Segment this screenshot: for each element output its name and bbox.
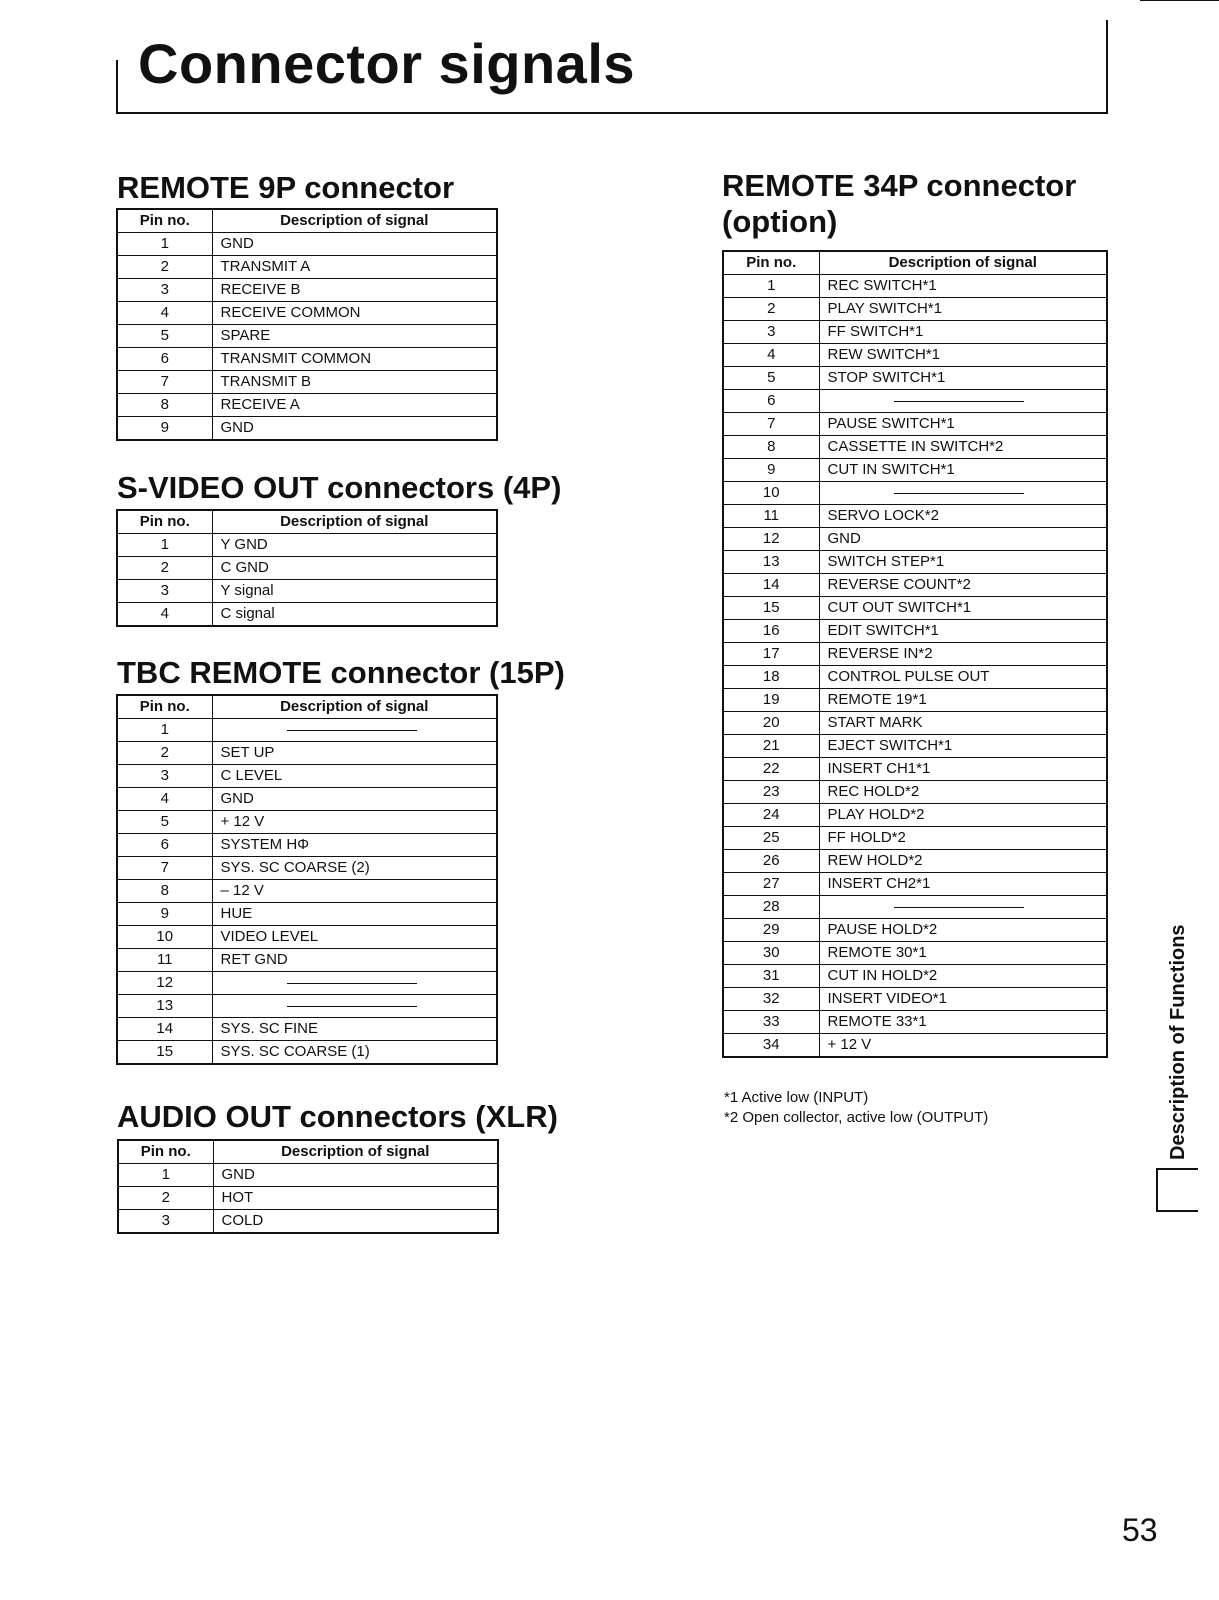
- table-row: [723, 850, 1107, 873]
- signal-description: REMOTE 19*1: [819, 689, 1107, 712]
- unused-dash: [287, 983, 417, 984]
- pin-number: 1: [117, 233, 212, 256]
- signal-description: SYS. SC FINE: [212, 1018, 497, 1041]
- table-row: [723, 804, 1107, 827]
- signal-description: INSERT VIDEO*1: [819, 988, 1107, 1011]
- pin-number: 7: [117, 371, 212, 394]
- signal-description: CUT IN HOLD*2: [819, 965, 1107, 988]
- signal-description: RECEIVE A: [212, 394, 497, 417]
- signal-description: HOT: [213, 1187, 498, 1210]
- table-row: [723, 482, 1107, 505]
- signal-description: REW SWITCH*1: [819, 344, 1107, 367]
- pin-number: 8: [117, 880, 212, 903]
- pin-number: 11: [723, 505, 819, 528]
- pin-column-header: Pin no.: [117, 209, 212, 233]
- tbc-remote-title: TBC REMOTE connector (15P): [117, 655, 565, 690]
- table-row: [723, 298, 1107, 321]
- side-tab-box: [1156, 1168, 1198, 1212]
- page-title: Connector signals: [138, 32, 636, 95]
- table-row: [723, 781, 1107, 804]
- table-row: [723, 344, 1107, 367]
- pin-column-header: Pin no.: [723, 251, 819, 275]
- table-row: [117, 1018, 497, 1041]
- pin-number: 2: [117, 256, 212, 279]
- remote-9p-title: REMOTE 9P connector: [117, 170, 455, 205]
- signal-description: CASSETTE IN SWITCH*2: [819, 436, 1107, 459]
- pin-number: 21: [723, 735, 819, 758]
- pin-number: 22: [723, 758, 819, 781]
- table-row: [117, 719, 497, 742]
- signal-description: + 12 V: [819, 1034, 1107, 1058]
- pin-number: 1: [723, 275, 819, 298]
- table-row: [117, 995, 497, 1018]
- signal-description: GND: [819, 528, 1107, 551]
- table-row: [723, 873, 1107, 896]
- table-row: [117, 580, 497, 603]
- table-row: [723, 827, 1107, 850]
- pin-number: 3: [117, 279, 212, 302]
- pin-number: 3: [118, 1210, 213, 1234]
- signal-description: RECEIVE COMMON: [212, 302, 497, 325]
- pin-number: 7: [117, 857, 212, 880]
- table-row: [117, 603, 497, 627]
- pin-number: 2: [117, 557, 212, 580]
- audio-out-title: AUDIO OUT connectors (XLR): [117, 1099, 558, 1134]
- table-header-row: [118, 1140, 498, 1164]
- table-row: [117, 972, 497, 995]
- signal-description: EDIT SWITCH*1: [819, 620, 1107, 643]
- tbc-remote-table: [116, 694, 498, 1065]
- pin-number: 12: [117, 972, 212, 995]
- signal-description: SYSTEM HΦ: [212, 834, 497, 857]
- table-row: [723, 965, 1107, 988]
- table-row: [723, 758, 1107, 781]
- pin-number: 8: [723, 436, 819, 459]
- table-row: [723, 942, 1107, 965]
- table-row: [723, 505, 1107, 528]
- table-row: [723, 1034, 1107, 1058]
- table-row: [723, 919, 1107, 942]
- signal-description: CUT OUT SWITCH*1: [819, 597, 1107, 620]
- unused-dash: [894, 401, 1024, 402]
- signal-description: – 12 V: [212, 880, 497, 903]
- table-row: [118, 1210, 498, 1234]
- pin-number: 10: [117, 926, 212, 949]
- pin-number: 10: [723, 482, 819, 505]
- signal-description: FF SWITCH*1: [819, 321, 1107, 344]
- signal-description: PAUSE SWITCH*1: [819, 413, 1107, 436]
- signal-description: HUE: [212, 903, 497, 926]
- pin-number: 29: [723, 919, 819, 942]
- table-row: [117, 256, 497, 279]
- signal-description: SPARE: [212, 325, 497, 348]
- table-row: [117, 742, 497, 765]
- pin-number: 4: [117, 788, 212, 811]
- pin-number: 5: [117, 325, 212, 348]
- signal-description: SYS. SC COARSE (2): [212, 857, 497, 880]
- description-column-header: Description of signal: [212, 510, 497, 534]
- pin-number: 6: [117, 348, 212, 371]
- signal-description: CUT IN SWITCH*1: [819, 459, 1107, 482]
- signal-description: EJECT SWITCH*1: [819, 735, 1107, 758]
- pin-number: 33: [723, 1011, 819, 1034]
- unused-dash: [894, 493, 1024, 494]
- table-row: [723, 1011, 1107, 1034]
- pin-number: 3: [117, 580, 212, 603]
- remote-9p-table: [116, 208, 498, 441]
- signal-description: [212, 719, 497, 742]
- table-row: [723, 574, 1107, 597]
- signal-description: TRANSMIT A: [212, 256, 497, 279]
- signal-description: PLAY SWITCH*1: [819, 298, 1107, 321]
- signal-description: VIDEO LEVEL: [212, 926, 497, 949]
- signal-description: TRANSMIT B: [212, 371, 497, 394]
- table-row: [723, 436, 1107, 459]
- signal-description: [819, 896, 1107, 919]
- signal-description: GND: [212, 788, 497, 811]
- unused-dash: [287, 730, 417, 731]
- pin-number: 28: [723, 896, 819, 919]
- pin-number: 9: [723, 459, 819, 482]
- signal-description: REC SWITCH*1: [819, 275, 1107, 298]
- description-column-header: Description of signal: [212, 209, 497, 233]
- pin-number: 14: [723, 574, 819, 597]
- signal-description: INSERT CH2*1: [819, 873, 1107, 896]
- signal-description: REW HOLD*2: [819, 850, 1107, 873]
- pin-number: 4: [723, 344, 819, 367]
- pin-column-header: Pin no.: [117, 510, 212, 534]
- table-row: [723, 988, 1107, 1011]
- footnote-1: *1 Active low (INPUT): [724, 1089, 869, 1106]
- signal-description: REMOTE 30*1: [819, 942, 1107, 965]
- table-row: [723, 666, 1107, 689]
- table-row: [117, 811, 497, 834]
- table-row: [723, 390, 1107, 413]
- svideo-table: [116, 509, 498, 627]
- description-column-header: Description of signal: [212, 695, 497, 719]
- page-number: 53: [1122, 1512, 1158, 1548]
- signal-description: CONTROL PULSE OUT: [819, 666, 1107, 689]
- table-row: [117, 926, 497, 949]
- pin-number: 25: [723, 827, 819, 850]
- table-row: [117, 302, 497, 325]
- pin-number: 14: [117, 1018, 212, 1041]
- table-row: [117, 903, 497, 926]
- pin-column-header: Pin no.: [118, 1140, 213, 1164]
- signal-description: SWITCH STEP*1: [819, 551, 1107, 574]
- table-header-row: [723, 251, 1107, 275]
- pin-number: 15: [117, 1041, 212, 1065]
- pin-number: 5: [723, 367, 819, 390]
- table-row: [117, 765, 497, 788]
- table-row: [117, 394, 497, 417]
- signal-description: START MARK: [819, 712, 1107, 735]
- signal-description: SERVO LOCK*2: [819, 505, 1107, 528]
- description-column-header: Description of signal: [213, 1140, 498, 1164]
- table-row: [723, 321, 1107, 344]
- pin-number: 27: [723, 873, 819, 896]
- pin-number: 11: [117, 949, 212, 972]
- signal-description: GND: [212, 233, 497, 256]
- pin-number: 9: [117, 417, 212, 441]
- table-row: [118, 1164, 498, 1187]
- pin-number: 4: [117, 302, 212, 325]
- pin-number: 18: [723, 666, 819, 689]
- pin-number: 7: [723, 413, 819, 436]
- signal-description: REC HOLD*2: [819, 781, 1107, 804]
- signal-description: + 12 V: [212, 811, 497, 834]
- table-row: [723, 620, 1107, 643]
- table-row: [723, 459, 1107, 482]
- signal-description: Y GND: [212, 534, 497, 557]
- table-row: [723, 712, 1107, 735]
- remote-34p-title-line1: REMOTE 34P connector: [722, 168, 1077, 203]
- signal-description: C GND: [212, 557, 497, 580]
- signal-description: [819, 482, 1107, 505]
- unused-dash: [894, 907, 1024, 908]
- signal-description: INSERT CH1*1: [819, 758, 1107, 781]
- signal-description: [212, 972, 497, 995]
- table-row: [117, 788, 497, 811]
- signal-description: RET GND: [212, 949, 497, 972]
- signal-description: REVERSE IN*2: [819, 643, 1107, 666]
- table-row: [117, 949, 497, 972]
- signal-description: PAUSE HOLD*2: [819, 919, 1107, 942]
- pin-number: 16: [723, 620, 819, 643]
- pin-number: 3: [117, 765, 212, 788]
- svideo-title: S-VIDEO OUT connectors (4P): [117, 470, 562, 505]
- pin-number: 19: [723, 689, 819, 712]
- pin-number: 1: [118, 1164, 213, 1187]
- table-row: [723, 896, 1107, 919]
- table-row: [117, 557, 497, 580]
- signal-description: C signal: [212, 603, 497, 627]
- table-row: [723, 643, 1107, 666]
- unused-dash: [287, 1006, 417, 1007]
- signal-description: [212, 995, 497, 1018]
- signal-description: SYS. SC COARSE (1): [212, 1041, 497, 1065]
- pin-number: 9: [117, 903, 212, 926]
- pin-number: 26: [723, 850, 819, 873]
- pin-number: 30: [723, 942, 819, 965]
- table-row: [117, 279, 497, 302]
- signal-description: C LEVEL: [212, 765, 497, 788]
- pin-number: 13: [117, 995, 212, 1018]
- pin-number: 2: [723, 298, 819, 321]
- pin-number: 31: [723, 965, 819, 988]
- pin-number: 24: [723, 804, 819, 827]
- pin-number: 15: [723, 597, 819, 620]
- pin-number: 1: [117, 719, 212, 742]
- signal-description: [819, 390, 1107, 413]
- table-row: [723, 551, 1107, 574]
- pin-number: 12: [723, 528, 819, 551]
- table-row: [723, 689, 1107, 712]
- pin-number: 6: [723, 390, 819, 413]
- table-row: [723, 367, 1107, 390]
- remote-34p-title-line2: (option): [722, 204, 838, 239]
- signal-description: SET UP: [212, 742, 497, 765]
- remote-34p-title: [722, 168, 1076, 240]
- signal-description: COLD: [213, 1210, 498, 1234]
- table-row: [723, 528, 1107, 551]
- table-row: [117, 233, 497, 256]
- pin-number: 32: [723, 988, 819, 1011]
- table-header-row: [117, 209, 497, 233]
- signal-description: Y signal: [212, 580, 497, 603]
- pin-number: 3: [723, 321, 819, 344]
- table-row: [117, 880, 497, 903]
- remote-34p-table: [722, 250, 1108, 1058]
- pin-number: 5: [117, 811, 212, 834]
- corner-rule: [1140, 0, 1219, 1]
- table-row: [117, 1041, 497, 1065]
- table-row: [117, 417, 497, 441]
- side-tab-text: Description of Functions: [1167, 924, 1189, 1160]
- pin-number: 1: [117, 534, 212, 557]
- footnote-2: *2 Open collector, active low (OUTPUT): [724, 1109, 989, 1126]
- footnotes: [724, 1088, 988, 1128]
- signal-description: TRANSMIT COMMON: [212, 348, 497, 371]
- signal-description: PLAY HOLD*2: [819, 804, 1107, 827]
- table-header-row: [117, 510, 497, 534]
- table-row: [117, 325, 497, 348]
- pin-number: 34: [723, 1034, 819, 1058]
- pin-number: 8: [117, 394, 212, 417]
- table-row: [723, 597, 1107, 620]
- signal-description: STOP SWITCH*1: [819, 367, 1107, 390]
- description-column-header: Description of signal: [819, 251, 1107, 275]
- table-row: [117, 534, 497, 557]
- pin-number: 23: [723, 781, 819, 804]
- table-row: [117, 348, 497, 371]
- pin-number: 2: [117, 742, 212, 765]
- table-row: [723, 413, 1107, 436]
- signal-description: GND: [213, 1164, 498, 1187]
- table-row: [723, 735, 1107, 758]
- pin-column-header: Pin no.: [117, 695, 212, 719]
- table-row: [723, 275, 1107, 298]
- pin-number: 2: [118, 1187, 213, 1210]
- table-header-row: [117, 695, 497, 719]
- table-row: [117, 857, 497, 880]
- signal-description: GND: [212, 417, 497, 441]
- signal-description: FF HOLD*2: [819, 827, 1107, 850]
- table-row: [117, 834, 497, 857]
- signal-description: REVERSE COUNT*2: [819, 574, 1107, 597]
- table-row: [117, 371, 497, 394]
- pin-number: 4: [117, 603, 212, 627]
- signal-description: REMOTE 33*1: [819, 1011, 1107, 1034]
- audio-out-table: [117, 1139, 499, 1234]
- table-row: [118, 1187, 498, 1210]
- pin-number: 20: [723, 712, 819, 735]
- pin-number: 13: [723, 551, 819, 574]
- pin-number: 17: [723, 643, 819, 666]
- signal-description: RECEIVE B: [212, 279, 497, 302]
- pin-number: 6: [117, 834, 212, 857]
